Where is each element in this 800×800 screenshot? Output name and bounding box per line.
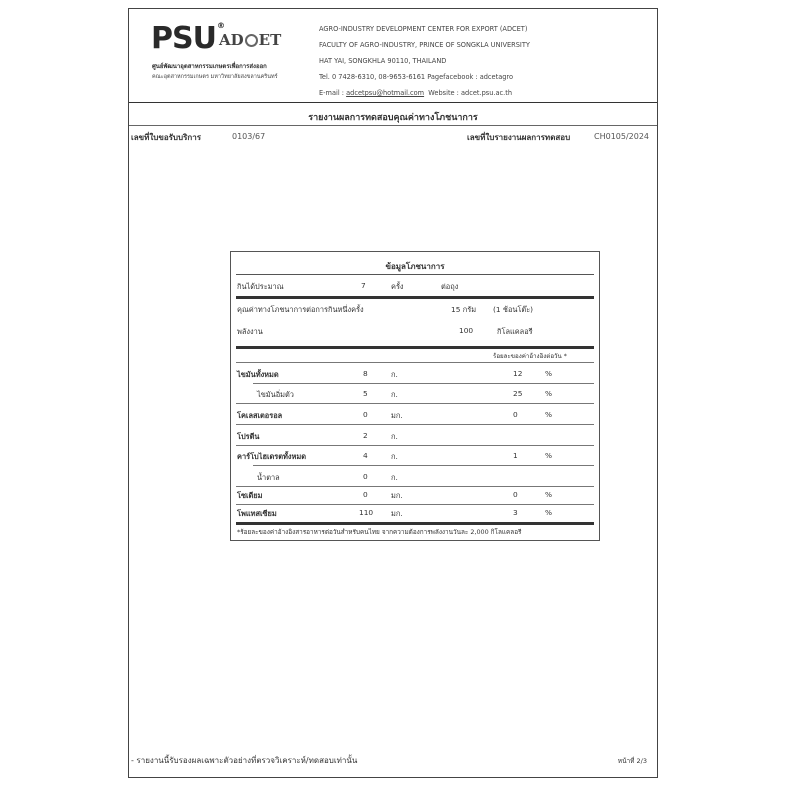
- dv-header: ร้อยละของค่าอ้างอิงต่อวัน *: [493, 353, 567, 360]
- psu-logo: PSU®: [151, 21, 224, 56]
- nutrient-unit: มก.: [391, 509, 403, 518]
- contact-line: E-mail : adcetpsu@hotmail.com Website : adcet.psu.ac.th: [319, 89, 513, 97]
- org-address: [319, 21, 530, 101]
- nutrient-value: 0: [363, 410, 368, 419]
- nutrient-name: โซเดียม: [237, 491, 263, 500]
- nutrient-unit: มก.: [391, 491, 403, 500]
- website: Website : adcet.psu.ac.th: [428, 89, 513, 97]
- globe-icon: [245, 34, 258, 47]
- row-divider: [253, 465, 594, 466]
- nutrient-dv: 3: [513, 508, 518, 517]
- nutrient-dv: 1: [513, 451, 518, 460]
- divider: [129, 125, 657, 126]
- address-line: FACULTY OF AGRO-INDUSTRY, PRINCE OF SONGKLA UNIVERSITY: [319, 41, 530, 49]
- servings-label: กินได้ประมาณ: [237, 282, 284, 291]
- energy-unit: กิโลแคลอรี: [497, 327, 533, 336]
- divider: [236, 296, 594, 299]
- nutrient-value: 2: [363, 431, 368, 440]
- row-divider: [236, 445, 594, 446]
- nutrient-name: โพแทสเซียม: [237, 509, 277, 518]
- nutrient-name: โปรตีน: [237, 432, 260, 441]
- nutrient-dv-pct: %: [545, 369, 553, 378]
- divider: [236, 346, 594, 349]
- nutrient-value: 8: [363, 369, 368, 378]
- nutrient-dv-pct: %: [545, 490, 553, 499]
- energy-label: พลังงาน: [237, 327, 263, 336]
- nutrient-value: 5: [363, 389, 368, 398]
- divider: [236, 522, 594, 525]
- report-title: รายงานผลการทดสอบคุณค่าทางโภชนาการ: [308, 113, 478, 123]
- nutrition-facts-box: [230, 251, 600, 541]
- nutrient-name: ไขมันอิ่มตัว: [257, 390, 294, 399]
- row-divider: [236, 424, 594, 425]
- page-number: หน้าที่ 2/3: [617, 757, 647, 765]
- energy-value: 100: [459, 326, 474, 335]
- nutrient-unit: ก.: [391, 390, 398, 399]
- request-label: เลขที่ใบขอรับบริการ: [131, 133, 202, 142]
- nutrition-title: ข้อมูลโภชนาการ: [385, 262, 445, 271]
- nutrient-dv-pct: %: [545, 451, 553, 460]
- row-divider: [236, 403, 594, 404]
- nutrient-name: น้ำตาล: [257, 473, 280, 482]
- nutrient-value: 110: [359, 508, 374, 517]
- row-divider: [236, 486, 594, 487]
- org-thai-faculty: คณะอุตสาหกรรมเกษตร มหาวิทยาลัยสงขลานครินทร์: [152, 74, 278, 80]
- serving-size-label: คุณค่าทางโภชนาการต่อการกินหนึ่งครั้ง: [237, 305, 364, 314]
- nutrient-unit: ก.: [391, 452, 398, 461]
- address-line: AGRO-INDUSTRY DEVELOPMENT CENTER FOR EXPORT (ADCET): [319, 25, 528, 33]
- servings-per: ต่อถุง: [441, 282, 459, 291]
- footnote: *ร้อยละของค่าอ้างอิงสารอาหารต่อวันสำหรับคนไทย จากความต้องการพลังงานวันละ 2,000 กิโลแคลอรี: [237, 528, 522, 536]
- nutrient-unit: ก.: [391, 432, 398, 441]
- divider: [236, 274, 594, 275]
- nutrient-unit: มก.: [391, 411, 403, 420]
- request-number: 0103/67: [232, 132, 266, 141]
- email-link[interactable]: adcetpsu@hotmail.com: [346, 89, 425, 97]
- nutrient-name: ไขมันทั้งหมด: [237, 370, 279, 379]
- adcet-logo: AD ET: [219, 31, 282, 49]
- nutrient-value: 0: [363, 472, 368, 481]
- nutrient-value: 0: [363, 490, 368, 499]
- nutrient-dv: 12: [513, 369, 523, 378]
- nutrient-value: 4: [363, 451, 368, 460]
- address-line: Tel. 0 7428-6310, 08-9653-6161 Pagefacebook : adcetagro: [319, 73, 514, 81]
- servings-value: 7: [361, 281, 366, 290]
- nutrient-name: คาร์โบไฮเดรตทั้งหมด: [237, 452, 307, 461]
- org-thai-name: ศูนย์พัฒนาอุตสาหกรรมเกษตรเพื่อการส่งออก: [152, 63, 267, 70]
- nutrient-dv-pct: %: [545, 389, 553, 398]
- nutrient-dv: 0: [513, 490, 518, 499]
- report-page: [128, 8, 658, 778]
- address-line: HAT YAI, SONGKHLA 90110, THAILAND: [319, 57, 447, 65]
- nutrient-name: โคเลสเตอรอล: [237, 411, 283, 420]
- serving-size-value: 15 กรัม: [451, 305, 477, 314]
- nutrient-dv-pct: %: [545, 508, 553, 517]
- row-divider: [253, 383, 594, 384]
- report-number: CH0105/2024: [594, 132, 650, 141]
- report-label: เลขที่ใบรายงานผลการทดสอบ: [467, 133, 571, 142]
- row-divider: [236, 504, 594, 505]
- nutrient-unit: ก.: [391, 370, 398, 379]
- nutrient-dv-pct: %: [545, 410, 553, 419]
- nutrient-dv: 25: [513, 389, 523, 398]
- disclaimer: - รายงานนี้รับรองผลเฉพาะตัวอย่างที่ตรวจวิเคราะห์/ทดสอบเท่านั้น: [131, 756, 358, 765]
- serving-size-note: (1 ช้อนโต๊ะ): [493, 305, 534, 314]
- nutrient-unit: ก.: [391, 473, 398, 482]
- letterhead: [129, 9, 657, 103]
- divider: [236, 362, 594, 363]
- servings-unit: ครั้ง: [391, 282, 404, 291]
- nutrient-dv: 0: [513, 410, 518, 419]
